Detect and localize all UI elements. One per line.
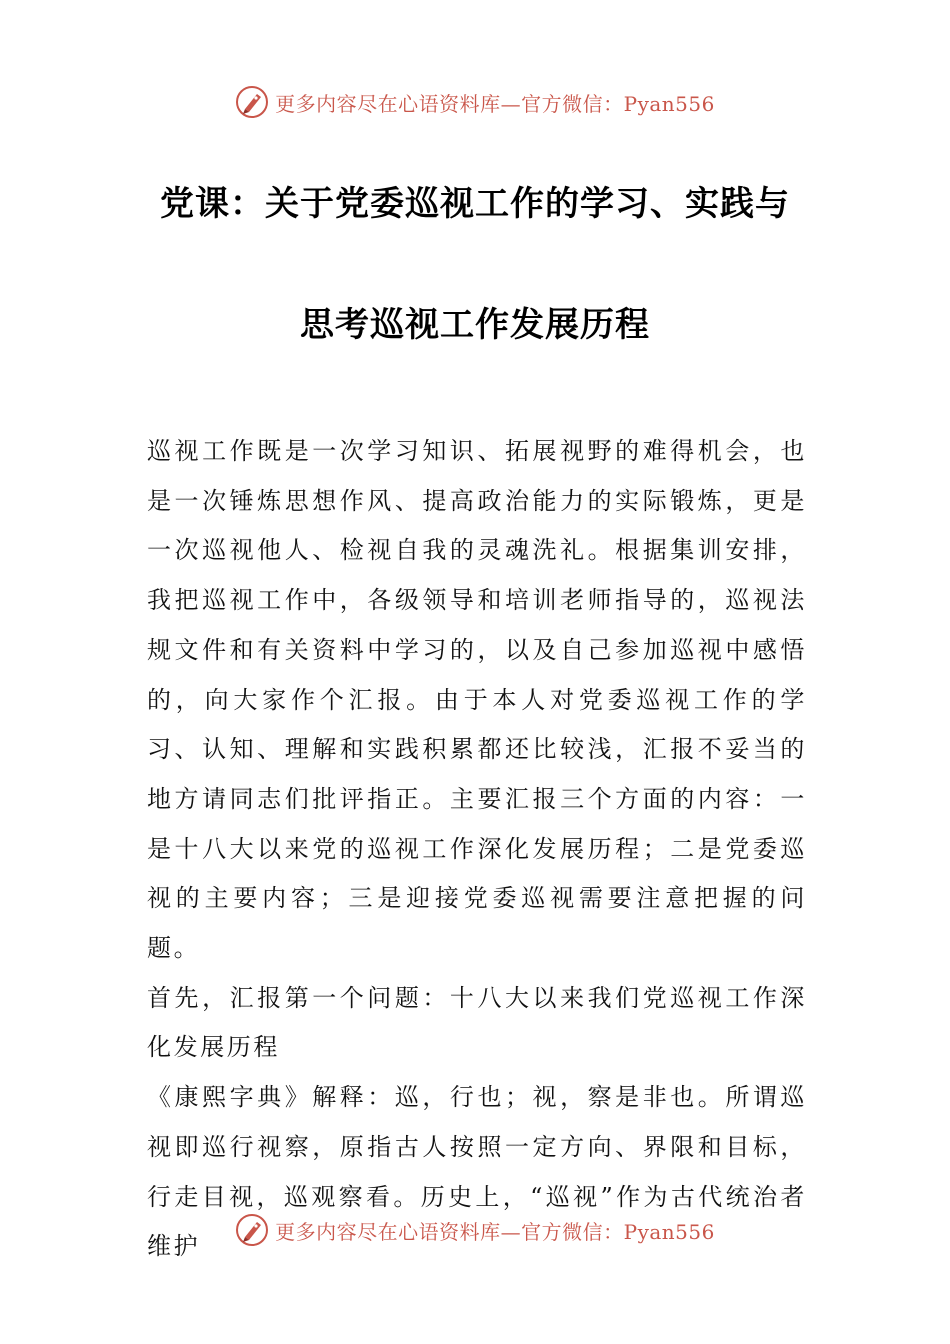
document-body bbox=[147, 427, 807, 1272]
document-title-line-2: 思考巡视工作发展历程 bbox=[300, 305, 650, 345]
header-watermark-text: 更多内容尽在心语资料库—官方微信：Pyan556 bbox=[275, 91, 715, 116]
footer-watermark-text: 更多内容尽在心语资料库—官方微信：Pyan556 bbox=[275, 1219, 715, 1244]
pen-nib-logo-icon bbox=[235, 1213, 269, 1247]
body-paragraph-intro: 巡视工作既是一次学习知识、拓展视野的难得机会，也是一次锤炼思想作风、提高政治能力的实际锻炼，更是一次巡视他人、检视自我的灵魂洗礼。根据集训安排，我把巡视工作中，各级领导和培训老师指导的，巡视法规文件和有关资料中学习的，以及自己参加巡视中感悟的，向大家作个汇报。由于本人对党委巡视工作的学习、认知、理解和实践积累都还比较浅，汇报不妥当的地方请同志们批评指正。主要汇报三个方面的内容：一是十八大以来党的巡视工作深化发展历程；二是党委巡视的主要内容；三是迎接党委巡视需要注意把握的问题。 bbox=[147, 437, 807, 963]
body-paragraph-section-heading: 首先，汇报第一个问题：十八大以来我们党巡视工作深化发展历程 bbox=[147, 983, 807, 1062]
pen-nib-logo-icon bbox=[235, 85, 269, 119]
body-paragraph-kangxi: 《康熙字典》解释：巡，行也；视，察是非也。所谓巡视即巡行视察，原指古人按照一定方向、界限和目标，行走目视，巡观察看。历史上，“巡视”作为古代统治者维护 bbox=[147, 1083, 807, 1261]
footer-watermark-banner bbox=[0, 1210, 950, 1250]
document-title-line-1: 党课：关于党委巡视工作的学习、实践与 bbox=[160, 184, 790, 224]
header-watermark-banner bbox=[0, 82, 950, 122]
